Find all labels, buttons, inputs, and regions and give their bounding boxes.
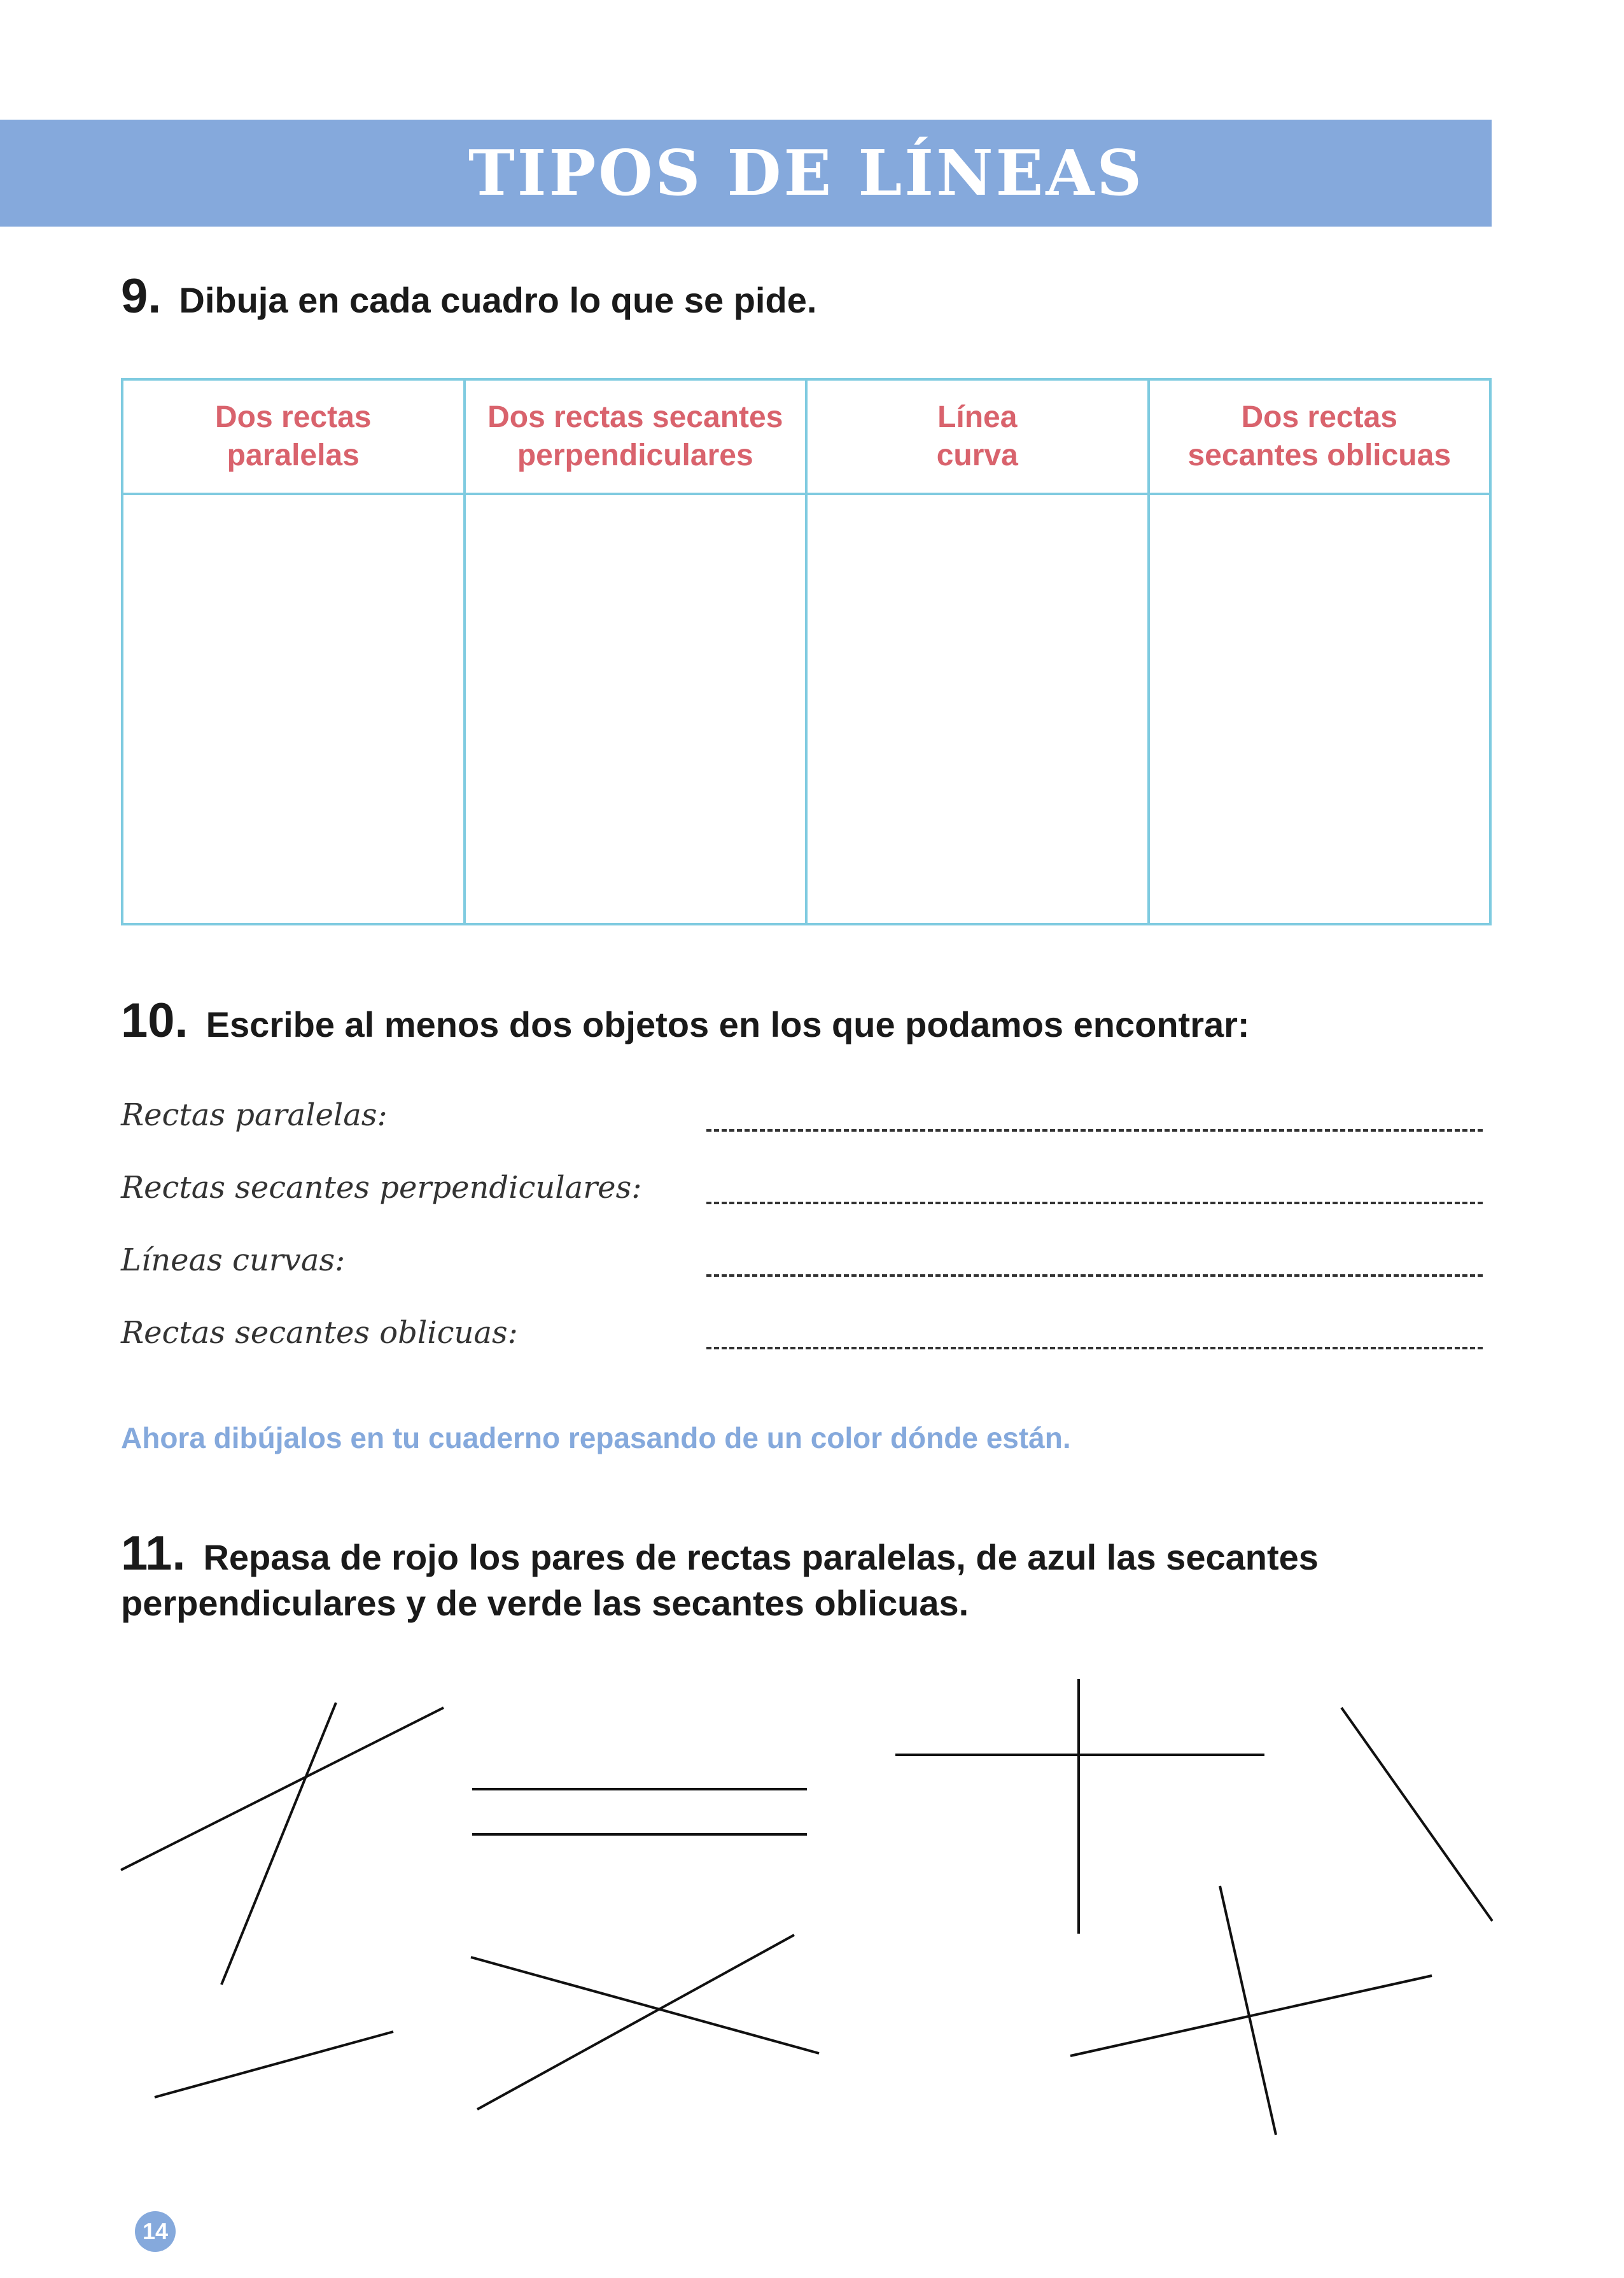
write-label: Líneas curvas:	[121, 1242, 346, 1278]
column-header-oblique: Dos rectas secantes oblicuas	[1149, 379, 1491, 494]
exercise-10-instruction: Escribe al menos dos objetos en los que podamos encontrar:	[206, 1004, 1250, 1044]
exercise-11-number: 11.	[121, 1526, 186, 1580]
column-header-parallel: Dos rectas paralelas	[122, 379, 465, 494]
oblique-pair-b-line-1[interactable]	[471, 1957, 819, 2053]
oblique-pair-a-line-1[interactable]	[121, 1708, 444, 1870]
exercise-9-number: 9.	[121, 269, 162, 323]
single-line-right[interactable]	[1341, 1708, 1492, 1921]
single-line-left[interactable]	[155, 2032, 393, 2097]
oblique-pair-a-line-2[interactable]	[221, 1703, 336, 1985]
page-number-badge: 14	[135, 2211, 176, 2252]
column-header-curve: Línea curva	[806, 379, 1149, 494]
oblique-pair-b-line-2[interactable]	[477, 1935, 794, 2109]
write-label: Rectas paralelas:	[121, 1097, 388, 1133]
perpendicular-pair-b-line-2[interactable]	[1070, 1976, 1432, 2056]
exercise-10-number: 10.	[121, 994, 188, 1048]
write-label: Rectas secantes oblicuas:	[121, 1315, 518, 1351]
perpendicular-pair-b-line-1[interactable]	[1220, 1886, 1276, 2135]
page-title: TIPOS DE LÍNEAS	[468, 136, 1145, 210]
write-label: Rectas secantes perpendiculares:	[121, 1170, 642, 1206]
exercise-11-instruction: Repasa de rojo los pares de rectas paralelas, de azul las secantes perpendiculares y de verde las secantes oblicuas.	[121, 1537, 1319, 1623]
column-header-perpendicular: Dos rectas secantes perpendiculares	[465, 379, 807, 494]
drawing-note: Ahora dibújalos en tu cuaderno repasando de un color dónde están.	[121, 1421, 1071, 1454]
exercise-9-instruction: Dibuja en cada cuadro lo que se pide.	[179, 280, 817, 320]
